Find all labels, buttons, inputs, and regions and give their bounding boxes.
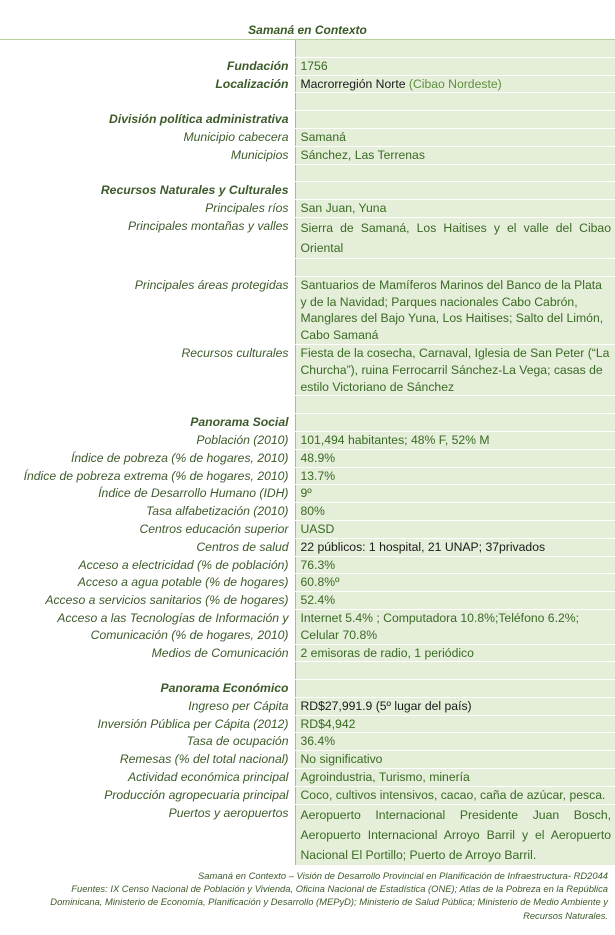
label-idh: Índice de Desarrollo Humano (IDH) <box>0 485 295 503</box>
spacer-row <box>0 93 615 111</box>
value-areas: Santuarios de Mamíferos Marinos del Banco de la Plata y de la Navidad; Parques nacionales Cabo Cabrón, Manglares del Bajo Yuna, Los Haitises; Salto del Limón, Cabo Samaná <box>295 276 615 344</box>
value-localizacion <box>295 75 615 93</box>
label-inversion: Inversión Pública per Cápita (2012) <box>0 715 295 733</box>
label-pobreza: Índice de pobreza (% de hogares, 2010) <box>0 449 295 467</box>
value-municipio-cabecera: Samaná <box>295 128 615 146</box>
section-social: Panorama Social <box>0 414 295 432</box>
footer-line2: Fuentes: IX Censo Nacional de Población y Vivienda, Oficina Nacional de Estadística (ONE); Atlas de la Pobreza en la República <box>71 883 608 895</box>
value-puertos: Aeropuerto Internacional Presidente Juan Bosch, Aeropuerto Internacional Arroyo Barril y el Aeropuerto Nacional El Portillo; Puerto de Arroyo Barril. <box>295 804 615 865</box>
value-sanitarios: 52.4% <box>295 592 615 610</box>
context-table <box>0 40 615 866</box>
value-tic-line1: Internet 5.4% ; Computadora 10.8%;Teléfono 6.2%; <box>300 610 579 625</box>
value-agua: 60.8%º <box>295 574 615 592</box>
value-culturales: Fiesta de la cosecha, Carnaval, Iglesia de San Peter (“La Churcha”), ruina Ferrocarril Sánchez-La Vega; casas de estilo Victoriano de Sánchez <box>295 344 615 395</box>
row-rios <box>0 200 615 218</box>
label-electricidad: Acceso a electricidad (% de población) <box>0 556 295 574</box>
label-tic-line2: Comunicación (% de hogares, 2010) <box>90 627 289 642</box>
row-sanitarios <box>0 592 615 610</box>
label-tic-line1: Acceso a las Tecnologías de Información y <box>57 610 289 625</box>
row-educacion <box>0 520 615 538</box>
spacer-row <box>0 164 615 182</box>
label-rios: Principales ríos <box>0 200 295 218</box>
value-localizacion-extra: (Cibao Nordeste) <box>405 76 502 91</box>
footer-line3: Dominicana, Ministerio de Economía, Planificación y Desarrollo (MEPyD); Ministerio de Salud Pública; Ministerio de Medio Ambiente y <box>50 896 608 908</box>
label-municipios: Municipios <box>0 146 295 164</box>
row-municipios <box>0 146 615 164</box>
row-medios <box>0 644 615 662</box>
value-pobreza: 48.9% <box>295 449 615 467</box>
footer-line1: Samaná en Contexto – Visión de Desarrollo Provincial en Planificación de Infraestructura- RD2044 <box>198 870 608 881</box>
label-areas: Principales áreas protegidas <box>0 276 295 344</box>
value-electricidad: 76.3% <box>295 556 615 574</box>
label-pobreza-extrema: Índice de pobreza extrema (% de hogares, 2010) <box>0 467 295 485</box>
label-sanitarios: Acceso a servicios sanitarios (% de hogares) <box>0 592 295 610</box>
label-educacion: Centros educación superior <box>0 520 295 538</box>
label-alfabetizacion: Tasa alfabetización (2010) <box>0 503 295 521</box>
label-tic <box>0 609 295 644</box>
value-fundacion: 1756 <box>295 57 615 75</box>
row-division-header <box>0 111 615 129</box>
row-areas <box>0 276 615 344</box>
label-localizacion: Localización <box>0 75 295 93</box>
label-fundacion: Fundación <box>0 57 295 75</box>
row-social-header <box>0 414 615 432</box>
value-produccion: Coco, cultivos intensivos, cacao, caña de azúcar, pesca. <box>295 786 615 804</box>
label-poblacion: Población (2010) <box>0 431 295 449</box>
row-poblacion <box>0 431 615 449</box>
label-salud: Centros de salud <box>0 538 295 556</box>
label-remesas: Remesas (% del total nacional) <box>0 751 295 769</box>
row-pobreza <box>0 449 615 467</box>
row-municipio-cabecera <box>0 128 615 146</box>
value-alfabetizacion: 80% <box>295 503 615 521</box>
row-alfabetizacion <box>0 503 615 521</box>
row-salud <box>0 538 615 556</box>
value-remesas: No significativo <box>295 751 615 769</box>
value-pobreza-extrema: 13.7% <box>295 467 615 485</box>
value-actividad: Agroindustria, Turismo, minería <box>295 769 615 787</box>
row-fundacion <box>0 57 615 75</box>
label-puertos: Puertos y aeropuertos <box>0 804 295 865</box>
row-montanas <box>0 217 615 258</box>
spacer-row <box>0 662 615 680</box>
label-ingreso: Ingreso per Cápita <box>0 697 295 715</box>
value-tic-line2: Celular 70.8% <box>300 627 378 642</box>
row-ocupacion <box>0 733 615 751</box>
spacer-row <box>0 396 615 414</box>
value-idh: 9º <box>295 485 615 503</box>
row-actividad <box>0 769 615 787</box>
section-economico: Panorama Económico <box>0 680 295 698</box>
row-puertos <box>0 804 615 865</box>
row-remesas <box>0 751 615 769</box>
footer-sources <box>10 869 608 922</box>
label-montanas: Principales montañas y valles <box>0 217 295 258</box>
value-inversion: RD$4,942 <box>295 715 615 733</box>
value-medios: 2 emisoras de radio, 1 periódico <box>295 644 615 662</box>
row-economico-header <box>0 680 615 698</box>
spacer-row <box>0 258 615 276</box>
value-ingreso: RD$27,991.9 (5º lugar del país) <box>295 697 615 715</box>
value-rios: San Juan, Yuna <box>295 200 615 218</box>
row-electricidad <box>0 556 615 574</box>
value-montanas: Sierra de Samaná, Los Haitises y el valle del Cibao Oriental <box>295 217 615 258</box>
value-salud: 22 públicos: 1 hospital, 21 UNAP; 37privados <box>295 538 615 556</box>
label-produccion: Producción agropecuaria principal <box>0 786 295 804</box>
page-title: Samaná en Contexto <box>0 21 615 40</box>
row-culturales <box>0 344 615 395</box>
row-ingreso <box>0 697 615 715</box>
spacer-row <box>0 40 615 57</box>
row-idh <box>0 485 615 503</box>
row-inversion <box>0 715 615 733</box>
row-tic <box>0 609 615 644</box>
row-localizacion <box>0 75 615 93</box>
value-municipios: Sánchez, Las Terrenas <box>295 146 615 164</box>
section-recursos: Recursos Naturales y Culturales <box>0 182 295 200</box>
label-actividad: Actividad económica principal <box>0 769 295 787</box>
label-medios: Medios de Comunicación <box>0 644 295 662</box>
value-ocupacion: 36.4% <box>295 733 615 751</box>
row-recursos-header <box>0 182 615 200</box>
label-ocupacion: Tasa de ocupación <box>0 733 295 751</box>
label-agua: Acceso a agua potable (% de hogares) <box>0 574 295 592</box>
value-localizacion-main: Macrorregión Norte <box>300 76 406 91</box>
value-educacion: UASD <box>295 520 615 538</box>
label-culturales: Recursos culturales <box>0 344 295 395</box>
row-produccion <box>0 786 615 804</box>
section-division: División política administrativa <box>0 111 295 129</box>
value-tic <box>295 609 615 644</box>
label-municipio-cabecera: Municipio cabecera <box>0 128 295 146</box>
footer-line4: Recursos Naturales. <box>523 909 608 921</box>
value-poblacion: 101,494 habitantes; 48% F, 52% M <box>295 431 615 449</box>
row-pobreza-extrema <box>0 467 615 485</box>
row-agua <box>0 574 615 592</box>
